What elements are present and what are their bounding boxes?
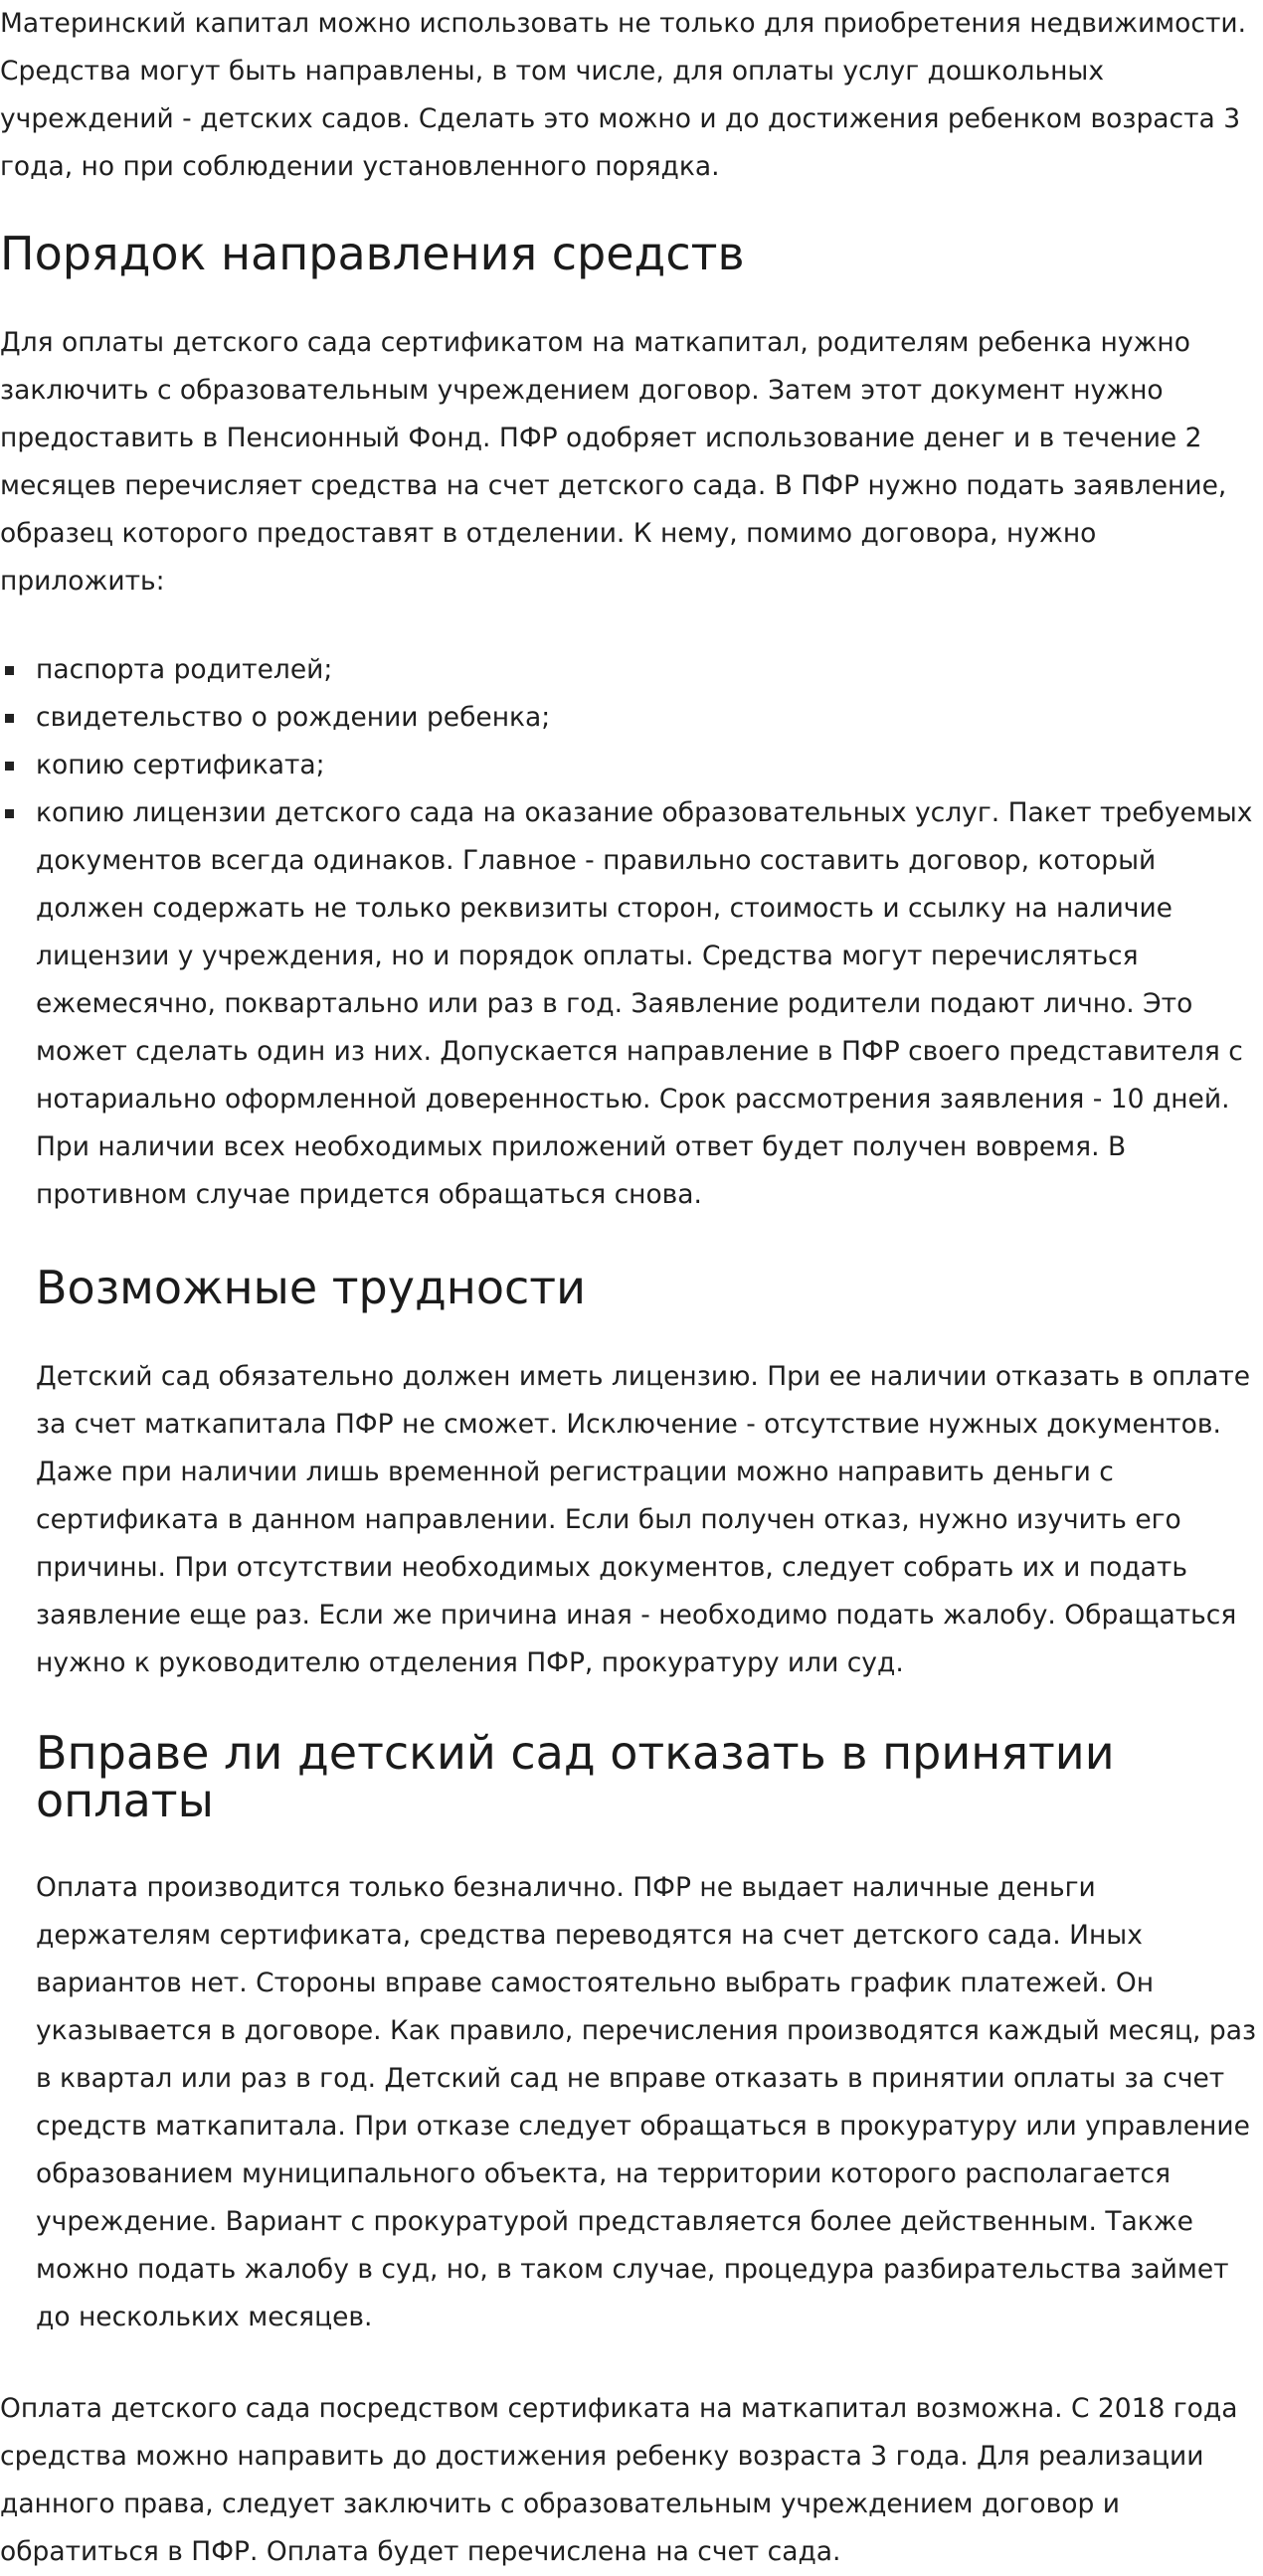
documents-list <box>0 646 1263 1219</box>
list-item <box>36 646 1263 694</box>
list-item <box>36 694 1263 742</box>
intro-paragraph: Материнский капитал можно использовать не только для приобретения недвижимости. Средства могут быть направлены, в том числе, для оплаты услуг дошкольных учреждений - детских садов. Сделать это можно и до достижения ребенком возраста 3 года, но при соблюдении установленного порядка. <box>0 8 1247 182</box>
conclusion-paragraph: Оплата детского сада посредством сертификата на маткапитал возможна. С 2018 года средства можно направить до достижения ребенку возраста 3 года. Для реализации данного права, следует заключить с образовательным учреждением договор и обратиться в ПФР. Оплата будет перечислена на счет сада. <box>0 2393 1238 2567</box>
square-bullet-icon <box>5 809 14 818</box>
section-order-paragraph: Для оплаты детского сада сертификатом на маткапитал, родителям ребенка нужно заключить с образовательным учреждением договор. Затем этот документ нужно предоставить в Пенсионный Фонд. ПФР одобряет использование денег и в течение 2 месяцев перечисляет средства на счет детского сада. В ПФР нужно подать заявление, образец которого предоставят в отделении. К нему, помимо договора, нужно приложить: <box>0 327 1227 597</box>
section-trouble-paragraph: Детский сад обязательно должен иметь лицензию. При ее наличии отказать в оплате за счет маткапитала ПФР не сможет. Исключение - отсутствие нужных документов. Даже при наличии лишь временной регистрации можно направить деньги с сертификата в данном направлении. Если был получен отказ, нужно изучить его причины. При отсутствии необходимых документов, следует собрать их и подать заявление еще раз. Если же причина иная - необходимо подать жалобу. Обращаться нужно к руководителю отделения ПФР, прокуратуру или суд. <box>36 1361 1251 1678</box>
square-bullet-icon <box>5 666 14 675</box>
square-bullet-icon <box>5 714 14 723</box>
nested-sections <box>0 1261 1263 2341</box>
section-heading-order: Порядок направления средств <box>0 227 745 280</box>
list-item-text: копию лицензии детского сада на оказание образовательных услуг. Пакет требуемых документов всегда одинаков. Главное - правильно составить договор, который должен содержать не только реквизиты сторон, стоимость и ссылку на наличие лицензии у учреждения, но и порядок оплаты. Средства могут перечисляться ежемесячно, поквартально или раз в год. Заявление родители подают лично. Это может сделать один из них. Допускается направление в ПФР своего представителя с нотариально оформленной доверенностью. Срок рассмотрения заявления - 10 дней. При наличии всех необходимых приложений ответ будет получен вовремя. В противном случае придется обращаться снова. <box>36 797 1253 1210</box>
square-bullet-icon <box>5 762 14 771</box>
list-item-text: паспорта родителей; <box>36 654 333 685</box>
list-item <box>36 789 1263 1219</box>
list-item <box>36 742 1263 789</box>
section-heading-refuse: Вправе ли детский сад отказать в принятии оплаты <box>36 1726 1115 1827</box>
list-item-text: копию сертификата; <box>36 750 325 780</box>
section-refuse-paragraph: Оплата производится только безналично. ПФР не выдает наличные деньги держателям сертификата, средства переводятся на счет детского сада. Иных вариантов нет. Стороны вправе самостоятельно выбрать график платежей. Он указывается в договоре. Как правило, перечисления производятся каждый месяц, раз в квартал или раз в год. Детский сад не вправе отказать в принятии оплаты за счет средств маткапитала. При отказе следует обращаться в прокуратуру или управление образованием муниципального объекта, на территории которого располагается учреждение. Вариант с прокуратурой представляется более действенным. Также можно подать жалобу в суд, но, в таком случае, процедура разбирательства займет до нескольких месяцев. <box>36 1872 1257 2332</box>
section-heading-trouble: Возможные трудности <box>36 1261 586 1314</box>
list-item-text: свидетельство о рождении ребенка; <box>36 702 551 733</box>
